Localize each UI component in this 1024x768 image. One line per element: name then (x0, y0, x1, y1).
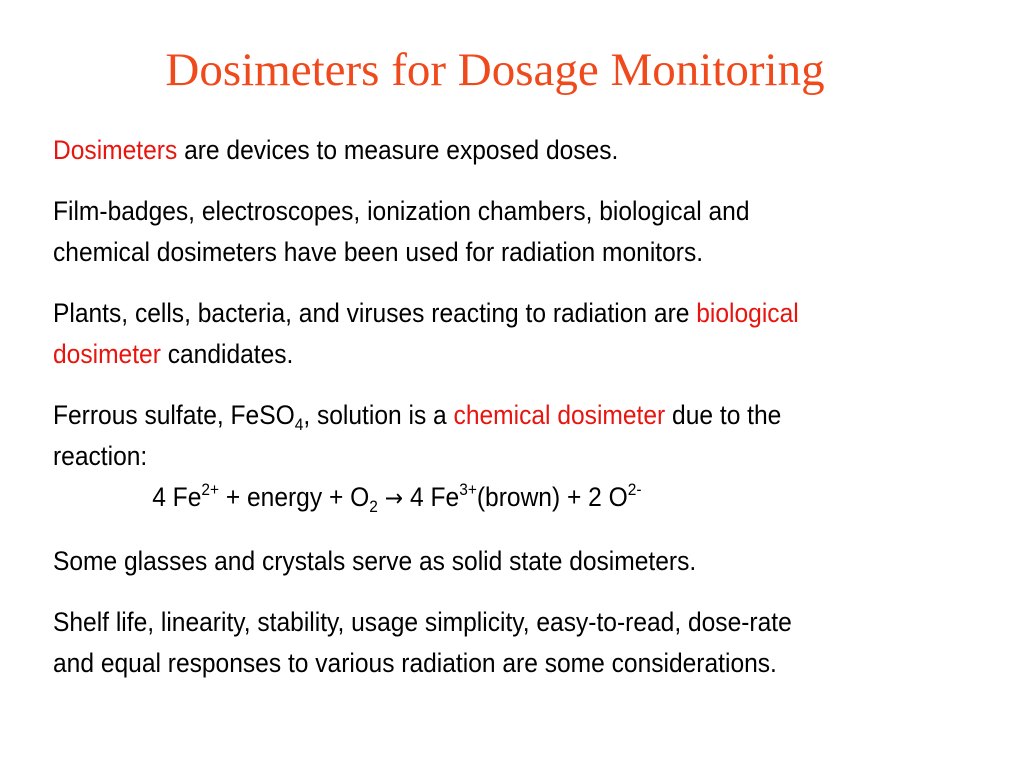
paragraph-chemical-dosimeter (53, 395, 954, 519)
eq-fe-product: 4 Fe (410, 482, 460, 512)
eq-fe2-charge: 2+ (201, 480, 220, 499)
considerations-line-2: and equal responses to various radiation are some considerations. (53, 648, 777, 678)
paragraph-dosimeter-types (53, 191, 954, 273)
feso4-subscript: 4 (294, 415, 304, 434)
eq-o2-subscript: 2 (369, 497, 378, 516)
chemical-mid-text: , solution is a (303, 400, 454, 430)
reaction-equation (53, 477, 954, 519)
eq-o2-charge: 2- (627, 480, 642, 499)
term-dosimeter: dosimeter (53, 339, 161, 369)
term-dosimeters: Dosimeters (53, 135, 178, 165)
reaction-label: reaction: (53, 441, 148, 471)
eq-fe3-charge: 3+ (459, 480, 477, 499)
definition-text: are devices to measure exposed doses. (177, 135, 619, 165)
chemical-after-text: due to the (665, 400, 782, 430)
paragraph-solid-state (53, 541, 954, 582)
biological-intro-text: Plants, cells, bacteria, and viruses reacting to radiation are (53, 298, 697, 328)
term-chemical-dosimeter: chemical dosimeter (453, 400, 666, 430)
eq-fe-reactant: 4 Fe (152, 482, 202, 512)
solid-state-text: Some glasses and crystals serve as solid state dosimeters. (53, 546, 697, 576)
paragraph-biological-dosimeter (53, 293, 954, 375)
slide-body (53, 130, 953, 704)
eq-energy-oxygen: + energy + O (219, 482, 370, 512)
biological-outro-text: candidates. (160, 339, 294, 369)
reaction-arrow-icon: → (377, 484, 411, 512)
types-line-2: chemical dosimeters have been used for radiation monitors. (53, 237, 704, 267)
term-biological: biological (696, 298, 799, 328)
chemical-intro-text: Ferrous sulfate, FeSO (53, 400, 295, 430)
paragraph-considerations (53, 602, 954, 684)
paragraph-dosimeters-definition (53, 130, 954, 171)
considerations-line-1: Shelf life, linearity, stability, usage simplicity, easy-to-read, dose-rate (53, 607, 792, 637)
slide-title: Dosimeters for Dosage Monitoring (165, 44, 825, 96)
types-line-1: Film-badges, electroscopes, ionization chambers, biological and (53, 196, 750, 226)
eq-brown-oxide: (brown) + 2 O (476, 482, 628, 512)
